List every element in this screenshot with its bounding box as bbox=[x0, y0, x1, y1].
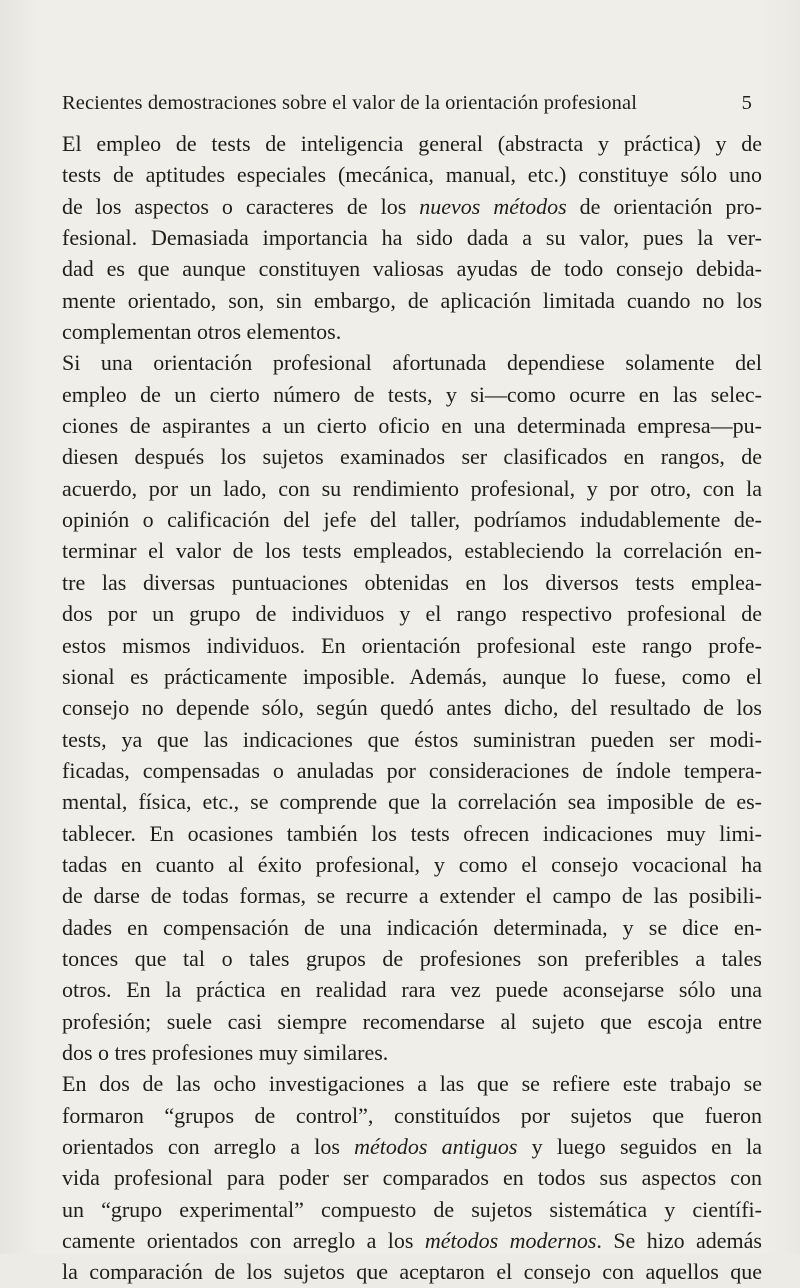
text-line: tadas en cuanto al éxito profesional, y como el consejo vocacional ha bbox=[62, 851, 762, 877]
text-line: dos o tres profesiones muy similares. bbox=[62, 1039, 389, 1065]
emphasized-phrase: métodos modernos bbox=[424, 1228, 597, 1254]
text-line: de los aspectos o caracteres de los nuevos métodos de orientación pro- bbox=[62, 193, 762, 219]
text-line: empleo de un cierto número de tests, y si—como ocurre en las selec- bbox=[62, 381, 762, 407]
text-line: acuerdo, por un lado, con su rendimiento profesional, y por otro, con la bbox=[62, 475, 762, 501]
running-title: Recientes demostraciones sobre el valor de la orientación profesional bbox=[62, 92, 637, 114]
text-line: En dos de las ocho investigaciones a las que se refiere este trabajo se bbox=[62, 1071, 762, 1097]
text-line: otros. En la práctica en realidad rara vez puede aconsejarse sólo una bbox=[62, 977, 762, 1003]
text-line: diesen después los sujetos examinados ser clasificados en rangos, de bbox=[62, 444, 762, 470]
text-line: ficadas, compensadas o anuladas por consideraciones de índole tempera- bbox=[62, 757, 762, 783]
text-line: dos por un grupo de individuos y el rango respectivo profesional de bbox=[62, 601, 762, 627]
text-line: camente orientados con arreglo a los métodos modernos. Se hizo además bbox=[62, 1228, 762, 1254]
text-line: Si una orientación profesional afortunada dependiese solamente del bbox=[62, 350, 762, 376]
text-line: dad es que aunque constituyen valiosas ayudas de todo consejo debida- bbox=[62, 256, 762, 282]
text-line: sional es prácticamente imposible. Además, aunque lo fuese, como el bbox=[62, 663, 762, 689]
text-line: de darse de todas formas, se recurre a extender el campo de las posibili- bbox=[62, 883, 762, 909]
text-line: El empleo de tests de inteligencia general (abstracta y práctica) y de bbox=[62, 131, 762, 156]
text-line: terminar el valor de los tests empleados, estableciendo la correlación en- bbox=[62, 538, 762, 564]
text-line: tests de aptitudes especiales (mecánica, manual, etc.) constituye sólo uno bbox=[62, 162, 762, 188]
text-line: la comparación de los sujetos que aceptaron el consejo con aquellos que bbox=[62, 1259, 762, 1285]
emphasized-phrase: nuevos métodos bbox=[419, 193, 567, 219]
text-line: fesional. Demasiada importancia ha sido dada a su valor, pues la ver- bbox=[62, 225, 762, 251]
running-head bbox=[62, 88, 752, 118]
text-line: un “grupo experimental” compuesto de sujetos sistemática y científi- bbox=[62, 1196, 762, 1222]
text-line: vida profesional para poder ser comparados en todos sus aspectos con bbox=[62, 1165, 762, 1191]
text-line: ciones de aspirantes a un cierto oficio en una determinada empresa—pu- bbox=[62, 413, 762, 439]
text-line: tests, ya que las indicaciones que éstos suministran pueden ser modi- bbox=[62, 726, 762, 752]
paragraph-1 bbox=[62, 128, 762, 347]
text-line: opinión o calificación del jefe del taller, podríamos indudablemente de- bbox=[62, 507, 762, 533]
text-line: complementan otros elementos. bbox=[62, 319, 342, 345]
text-line: consejo no depende sólo, según quedó antes dicho, del resultado de los bbox=[62, 695, 762, 721]
text-line: mente orientado, son, sin embargo, de aplicación limitada cuando no los bbox=[62, 287, 762, 313]
text-line: orientados con arreglo a los métodos antiguos y luego seguidos en la bbox=[62, 1134, 762, 1159]
paragraph-2 bbox=[62, 347, 762, 1068]
text-line: tre las diversas puntuaciones obtenidas en los diversos tests emplea- bbox=[62, 569, 762, 595]
text-line: formaron “grupos de control”, constituídos por sujetos que fueron bbox=[62, 1102, 762, 1128]
text-line: estos mismos individuos. En orientación profesional este rango profe- bbox=[62, 632, 762, 658]
text-line: tonces que tal o tales grupos de profesiones son preferibles a tales bbox=[62, 945, 762, 971]
page-number: 5 bbox=[741, 92, 752, 114]
body-text bbox=[62, 128, 762, 1288]
text-line: tablecer. En ocasiones también los tests ofrecen indicaciones muy limi- bbox=[62, 820, 762, 846]
text-line: dades en compensación de una indicación determinada, y se dice en- bbox=[62, 914, 762, 940]
text-line: profesión; suele casi siempre recomendarse al sujeto que escoja entre bbox=[62, 1008, 762, 1034]
emphasized-phrase: métodos antiguos bbox=[354, 1134, 518, 1159]
paragraph-3 bbox=[62, 1068, 762, 1287]
text-line: mental, física, etc., se comprende que la correlación sea imposible de es- bbox=[62, 789, 762, 815]
